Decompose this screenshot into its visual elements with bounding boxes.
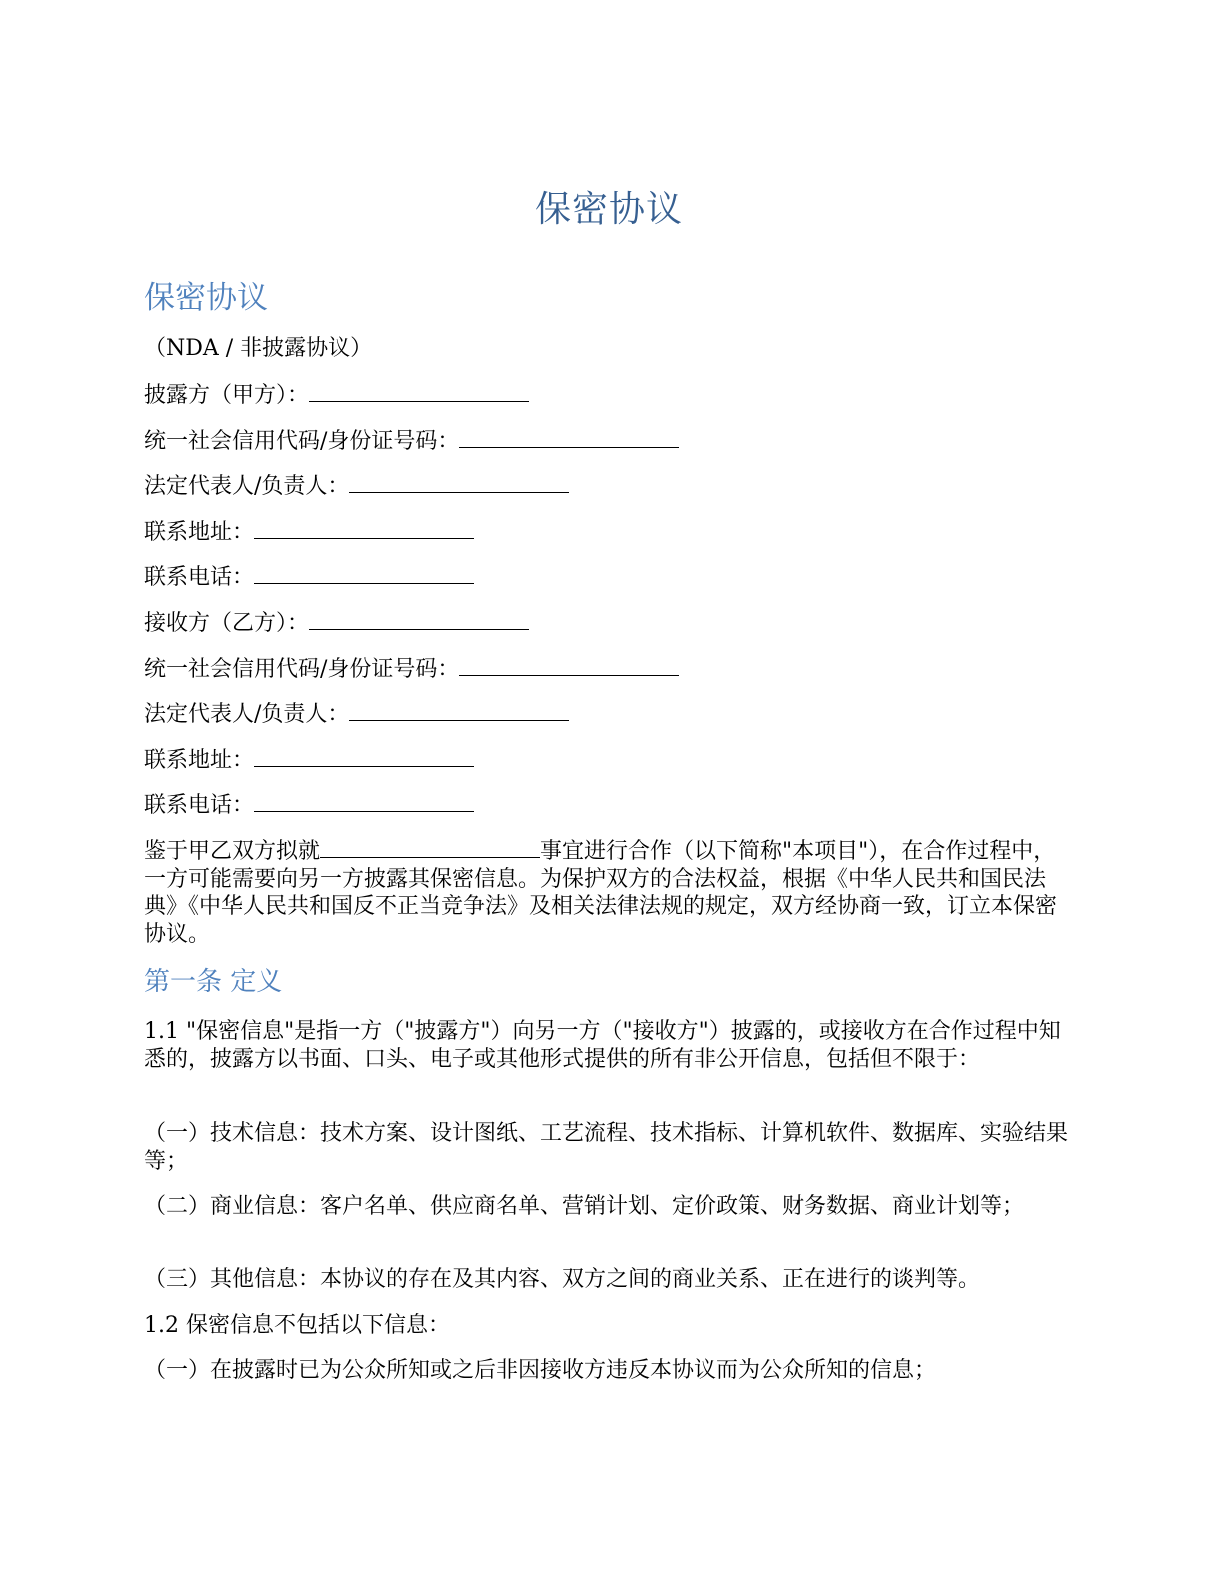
clause-1-1-item-2: （二）商业信息：客户名单、供应商名单、营销计划、定价政策、财务数据、商业计划等； <box>144 1194 1025 1219</box>
clause-1-2: 1.2 保密信息不包括以下信息： <box>144 1313 450 1338</box>
party-b-credit-line <box>144 655 1074 684</box>
party-b-phone-label: 联系电话： <box>144 793 255 818</box>
clause-1-1: 1.1 "保密信息"是指一方（"披露方"）向另一方（"接收方"）披露的，或接收方在合作过程中知悉的，披露方以书面、口头、电子或其他形式提供的所有非公开信息，包括但不限于： <box>144 1019 1061 1072</box>
clause-1-2-exclusion-1: （一）在披露时已为公众所知或之后非因接收方违反本协议而为公众所知的信息； <box>144 1358 937 1383</box>
party-a-credit-blank[interactable] <box>459 427 679 448</box>
party-b-address-blank[interactable] <box>254 746 474 767</box>
party-b-credit-label: 统一社会信用代码/身份证号码： <box>144 657 460 682</box>
project-blank[interactable] <box>320 837 540 858</box>
party-b-phone-line <box>144 791 1074 820</box>
preamble-paragraph <box>144 837 1074 948</box>
party-a-rep-label: 法定代表人/负责人： <box>144 474 350 499</box>
party-a-phone-label: 联系电话： <box>144 565 255 590</box>
party-b-address-line <box>144 746 1074 775</box>
article-1-heading: 第一条 定义 <box>144 967 283 997</box>
clause-1-1-item-3: （三）其他信息：本协议的存在及其内容、双方之间的商业关系、正在进行的谈判等。 <box>144 1267 981 1292</box>
party-b-credit-blank[interactable] <box>459 655 679 676</box>
party-b-line <box>144 609 1074 638</box>
party-a-rep-blank[interactable] <box>349 472 569 493</box>
document-heading: 保密协议 <box>144 280 268 316</box>
party-a-address-blank[interactable] <box>254 518 474 539</box>
document-title: 保密协议 <box>534 189 683 230</box>
party-a-address-label: 联系地址： <box>144 520 255 545</box>
party-a-address-line <box>144 518 1074 547</box>
party-b-rep-label: 法定代表人/负责人： <box>144 702 350 727</box>
preamble-start: 鉴于甲乙双方拟就 <box>144 839 321 864</box>
party-b-phone-blank[interactable] <box>254 791 474 812</box>
party-b-rep-blank[interactable] <box>349 700 569 721</box>
clause-1-1-item-1: （一）技术信息：技术方案、设计图纸、工艺流程、技术指标、计算机软件、数据库、实验结果等； <box>144 1121 1069 1174</box>
party-a-credit-line <box>144 427 1074 456</box>
party-a-phone-blank[interactable] <box>254 563 474 584</box>
party-b-blank[interactable] <box>309 609 529 630</box>
party-a-phone-line <box>144 563 1074 592</box>
party-a-blank[interactable] <box>309 381 529 402</box>
party-b-label: 接收方（乙方）： <box>144 611 310 636</box>
document-subtitle: （NDA / 非披露协议） <box>144 336 373 361</box>
party-a-credit-label: 统一社会信用代码/身份证号码： <box>144 429 460 454</box>
preamble-rest: 事宜进行合作（以下简称"本项目"），在合作过程中，一方可能需要向另一方披露其保密信息。为保护双方的合法权益，根据《中华人民共和国民法典》《中华人民共和国反不正当竞争法》及相关法律法规的规定，双方经协商一致，订立本保密协议。 <box>144 839 1058 947</box>
party-a-label: 披露方（甲方）： <box>144 383 310 408</box>
party-a-line <box>144 381 1074 410</box>
party-b-rep-line <box>144 700 1074 729</box>
party-a-rep-line <box>144 472 1074 501</box>
party-b-address-label: 联系地址： <box>144 748 255 773</box>
